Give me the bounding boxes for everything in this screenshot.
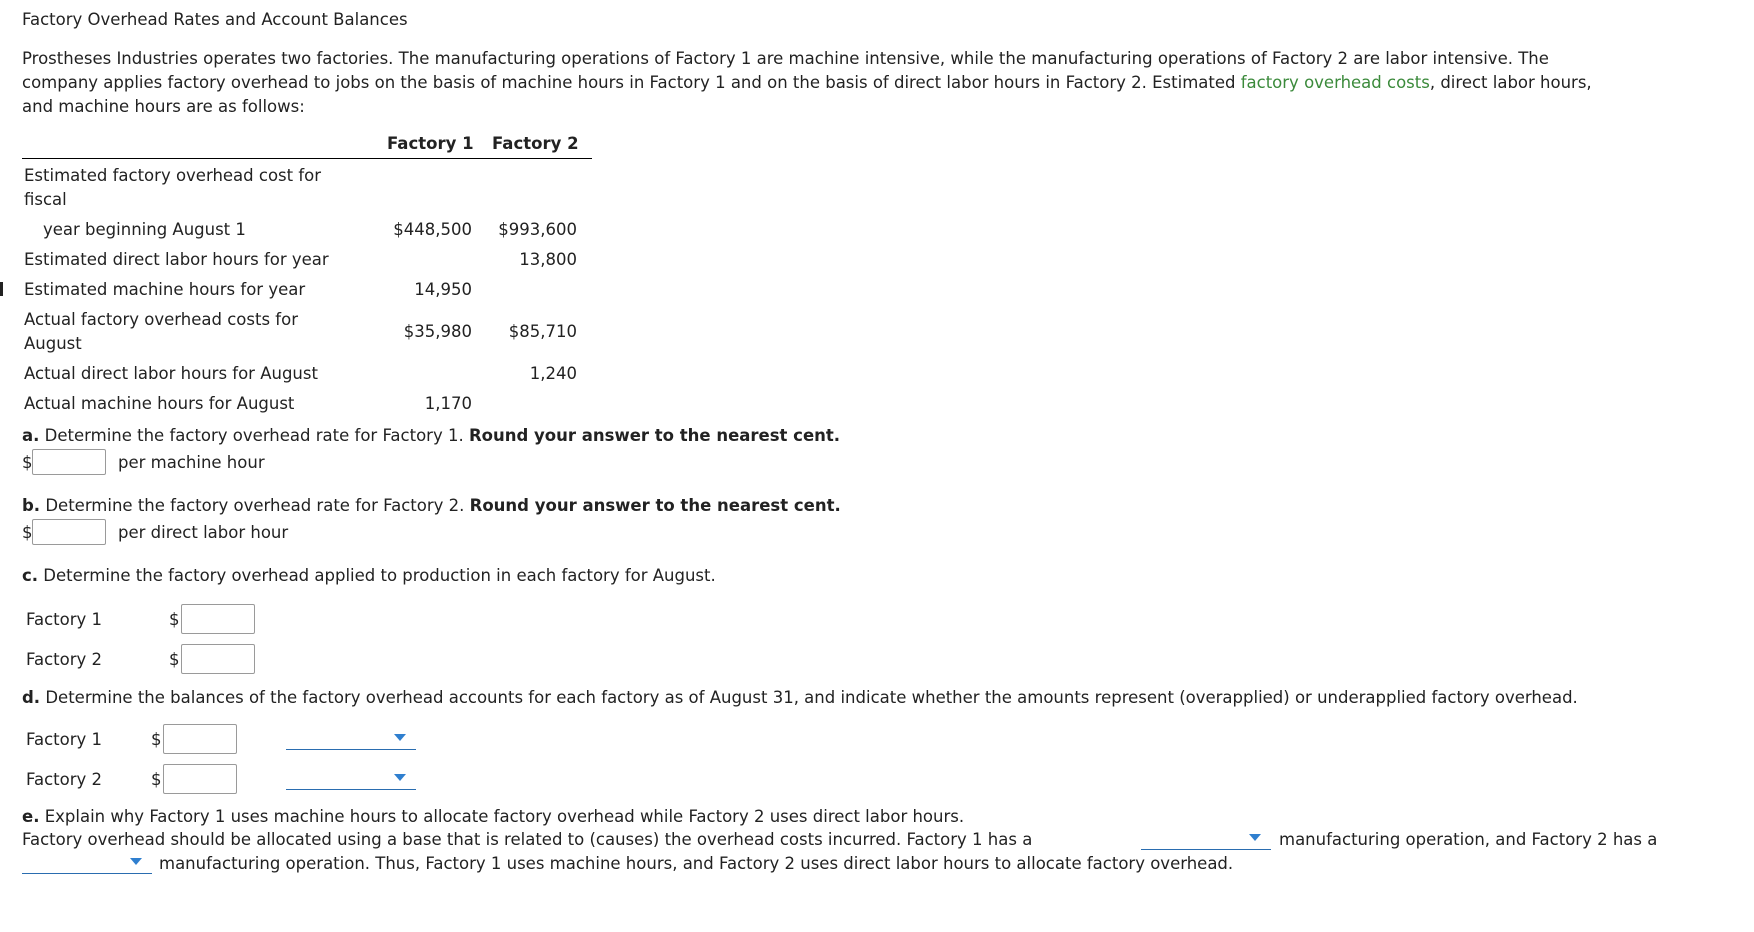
intro-line-2	[22, 73, 1592, 92]
row-label: August	[24, 334, 82, 353]
cell-f2: 13,800	[519, 250, 577, 269]
header-rule	[22, 158, 592, 159]
row-label: Actual factory overhead costs for	[24, 310, 298, 329]
question-e-text: Explain why Factory 1 uses machine hours to allocate factory overhead while Factory 2 uses direct labor hours.	[39, 807, 965, 826]
edge-mark	[0, 282, 3, 296]
currency-symbol: $	[169, 650, 180, 669]
factory-2-label: Factory 2	[26, 650, 103, 669]
question-a-instruction: Round your answer to the nearest cent.	[468, 426, 841, 445]
unit-label: per direct labor hour	[118, 523, 289, 542]
page-title: Factory Overhead Rates and Account Balances	[22, 10, 408, 29]
cell-f1: $448,500	[393, 220, 472, 239]
cell-f2: $85,710	[508, 322, 577, 341]
factory-1-rate-input[interactable]	[32, 449, 106, 475]
factory-2-operation-dropdown[interactable]	[22, 850, 152, 874]
factory-1-applied-input[interactable]	[181, 604, 255, 634]
intro-line-3: and machine hours are as follows:	[22, 97, 305, 116]
question-d-text: Determine the balances of the factory overhead accounts for each factory as of August 31, and indicate whether the amounts represent (overapplied) or underapplied factory overhead.	[40, 688, 1578, 707]
factory-1-balance-input[interactable]	[163, 724, 237, 754]
chevron-down-icon	[394, 734, 406, 741]
currency-symbol: $	[151, 770, 162, 789]
row-label: year beginning August 1	[43, 220, 246, 239]
row-label: Actual machine hours for August	[24, 394, 295, 413]
question-c-text: Determine the factory overhead applied to production in each factory for August.	[38, 566, 716, 585]
row-label: fiscal	[24, 190, 67, 209]
question-b-instruction: Round your answer to the nearest cent.	[469, 496, 841, 515]
intro-line-2-tail: , direct labor hours,	[1429, 73, 1592, 92]
factory-1-operation-dropdown[interactable]	[1141, 826, 1271, 850]
factory-2-rate-input[interactable]	[32, 519, 106, 545]
cell-f1: $35,980	[403, 322, 472, 341]
factory-1-label: Factory 1	[26, 730, 103, 749]
factory-1-label: Factory 1	[26, 610, 103, 629]
cell-f1: 1,170	[424, 394, 472, 413]
intro-line-1: Prostheses Industries operates two factories. The manufacturing operations of Factory 1 are machine intensive, while the manufacturing operations of Factory 2 are labor intensive. The	[22, 49, 1549, 68]
unit-label: per machine hour	[118, 453, 265, 472]
row-label: Estimated factory overhead cost for	[24, 166, 322, 185]
question-e-line-3: manufacturing operation. Thus, Factory 1 uses machine hours, and Factory 2 uses direct labor hours to allocate factory overhead.	[159, 854, 1234, 873]
currency-symbol: $	[22, 453, 33, 472]
chevron-down-icon	[130, 858, 142, 865]
question-b	[22, 496, 841, 515]
question-c	[22, 566, 716, 585]
question-b-text: Determine the factory overhead rate for Factory 2.	[40, 496, 470, 515]
question-e-line-2-tail: manufacturing operation, and Factory 2 has a	[1279, 830, 1658, 849]
factory-overhead-costs-link[interactable]: factory overhead costs	[1240, 73, 1430, 92]
factory-2-balance-input[interactable]	[163, 764, 237, 794]
question-e	[22, 807, 964, 826]
question-e-prefix: e.	[22, 807, 40, 826]
row-label: Actual direct labor hours for August	[24, 364, 318, 383]
question-a-prefix: a.	[22, 426, 40, 445]
question-a-text: Determine the factory overhead rate for Factory 1.	[39, 426, 469, 445]
cell-f2: 1,240	[529, 364, 577, 383]
cell-f1: 14,950	[414, 280, 472, 299]
intro-line-2-text: company applies factory overhead to jobs on the basis of machine hours in Factory 1 and on the basis of direct labor hours in Factory 2. Estimated	[22, 73, 1241, 92]
currency-symbol: $	[169, 610, 180, 629]
cell-f2: $993,600	[498, 220, 577, 239]
currency-symbol: $	[22, 523, 33, 542]
question-b-prefix: b.	[22, 496, 41, 515]
factory-1-balance-type-dropdown[interactable]	[286, 726, 416, 750]
row-label: Estimated machine hours for year	[24, 280, 306, 299]
question-a	[22, 426, 840, 445]
question-c-prefix: c.	[22, 566, 39, 585]
chevron-down-icon	[394, 774, 406, 781]
row-label: Estimated direct labor hours for year	[24, 250, 329, 269]
question-e-line-2: Factory overhead should be allocated using a base that is related to (causes) the overhead costs incurred. Factory 1 has a	[22, 830, 1033, 849]
factory-2-applied-input[interactable]	[181, 644, 255, 674]
factory-2-balance-type-dropdown[interactable]	[286, 766, 416, 790]
col-header-factory-1: Factory 1	[387, 134, 474, 153]
question-d-prefix: d.	[22, 688, 41, 707]
factory-2-label: Factory 2	[26, 770, 103, 789]
question-d	[22, 688, 1578, 707]
chevron-down-icon	[1249, 834, 1261, 841]
col-header-factory-2: Factory 2	[492, 134, 579, 153]
currency-symbol: $	[151, 730, 162, 749]
